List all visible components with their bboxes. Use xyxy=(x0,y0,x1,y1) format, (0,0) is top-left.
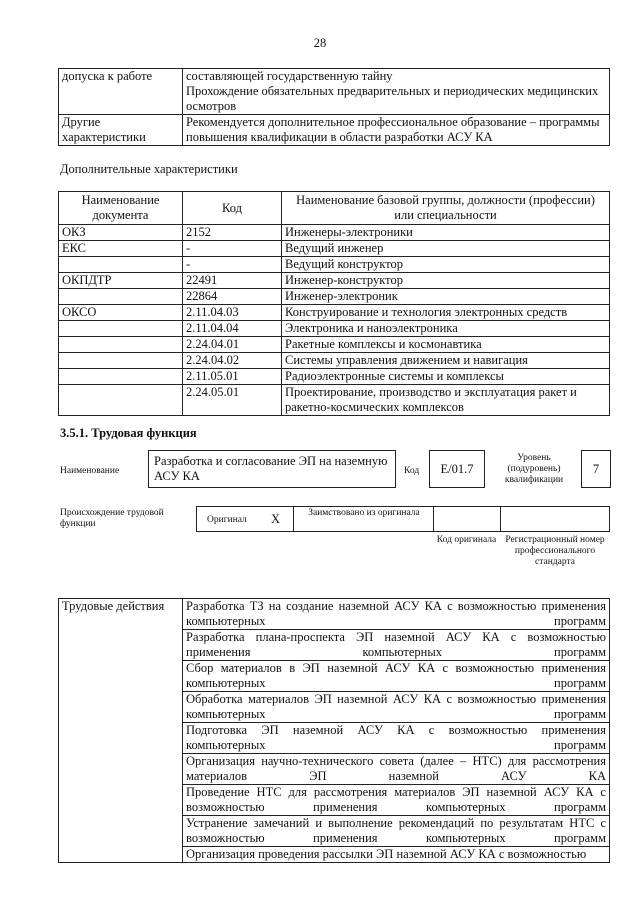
action-item: Организация проведения рассылки ЭП наземной АСУ КА с возможностью xyxy=(183,847,610,863)
cell-doc: ОКЗ xyxy=(59,225,183,241)
table-row xyxy=(59,69,610,115)
header-code: Код xyxy=(183,192,282,225)
cell-code: - xyxy=(183,241,282,257)
action-item: Устранение замечаний и выполнение рекомендаций по результатам НТС с возможностью применения компьютерных программ xyxy=(183,816,610,847)
action-item: Организация научно-технического совета (далее – НТС) для рассмотрения материалов ЭП наземной АСУ КА xyxy=(183,754,610,785)
header-document: Наименование документа xyxy=(59,192,183,225)
cell-name: Электроника и наноэлектроника xyxy=(282,321,610,337)
name-label: Наименование xyxy=(60,466,120,476)
code-caption: Код оригинала xyxy=(436,535,497,545)
cell-line: Прохождение обязательных предварительных и периодических медицинских осмотров xyxy=(186,84,599,113)
cell-name: Инженеры-электроники xyxy=(282,225,610,241)
action-item: Сбор материалов в ЭП наземной АСУ КА с возможностью применения компьютерных программ xyxy=(183,661,610,692)
code-box xyxy=(429,450,485,488)
additional-table xyxy=(58,191,610,416)
cell-name: Конструирование и технология электронных средств xyxy=(282,305,610,321)
additional-title: Дополнительные характеристики xyxy=(60,162,238,176)
cell-code: 2.24.04.02 xyxy=(183,353,282,369)
cell-doc: ОКСО xyxy=(59,305,183,321)
action-item: Разработка ТЗ на создание наземной АСУ КА с возможностью применения компьютерных программ xyxy=(183,599,610,630)
reg-caption: Регистрационный номер профессионального стандарта xyxy=(505,535,605,567)
divider xyxy=(433,506,434,532)
cell-code: 22491 xyxy=(183,273,282,289)
cell-name: Инженер-электроник xyxy=(282,289,610,305)
cell-name: Инженер-конструктор xyxy=(282,273,610,289)
cell-line: составляющей государственную тайну xyxy=(186,69,393,83)
table-row xyxy=(59,257,610,273)
cell-code: 2.11.04.03 xyxy=(183,305,282,321)
function-name: Разработка и согласование ЭП на наземную АСУ КА xyxy=(154,454,388,483)
cell-name: Системы управления движением и навигация xyxy=(282,353,610,369)
cell-name: Проектирование, производство и эксплуатация ракет и ракетно-космических комплексов xyxy=(282,385,610,416)
table-row xyxy=(59,115,610,146)
table-row xyxy=(59,225,610,241)
top-table xyxy=(58,68,610,146)
borrowed-label: Заимствовано из оригинала xyxy=(308,508,420,518)
table-row xyxy=(59,273,610,289)
cell-name: Ведущий инженер xyxy=(282,241,610,257)
divider xyxy=(500,506,501,532)
cell-doc xyxy=(59,289,183,305)
original-mark: Х xyxy=(271,512,281,526)
cell-doc xyxy=(59,321,183,337)
cell-name: Радиоэлектронные системы и комплексы xyxy=(282,369,610,385)
action-item: Обработка материалов ЭП наземной АСУ КА с возможностью применения компьютерных программ xyxy=(183,692,610,723)
table-header-row xyxy=(59,192,610,225)
cell-doc: ЕКС xyxy=(59,241,183,257)
cell-code: 2.11.05.01 xyxy=(183,369,282,385)
table-row xyxy=(59,241,610,257)
origin-label: Происхождение трудовой функции xyxy=(60,508,164,529)
cell-doc xyxy=(59,369,183,385)
cell-code: 2.24.05.01 xyxy=(183,385,282,416)
cell-code: 2.24.04.01 xyxy=(183,337,282,353)
cell-doc xyxy=(59,257,183,273)
cell-code: 2.11.04.04 xyxy=(183,321,282,337)
cell-doc xyxy=(59,353,183,369)
table-row xyxy=(59,599,610,630)
table-cell: Другие характеристики xyxy=(59,115,183,146)
cell-doc xyxy=(59,385,183,416)
table-row xyxy=(59,353,610,369)
table-cell: допуска к работе xyxy=(59,69,183,115)
cell-doc: ОКПДТР xyxy=(59,273,183,289)
table-row xyxy=(59,369,610,385)
cell-code: 22864 xyxy=(183,289,282,305)
cell-name: Ведущий конструктор xyxy=(282,257,610,273)
action-item: Подготовка ЭП наземной АСУ КА с возможностью применения компьютерных программ xyxy=(183,723,610,754)
table-row xyxy=(59,321,610,337)
table-row xyxy=(59,385,610,416)
level-box xyxy=(581,450,611,488)
code-label: Код xyxy=(404,466,420,476)
origin-box xyxy=(196,506,610,532)
page-number: 28 xyxy=(313,36,327,50)
divider xyxy=(293,506,294,532)
action-item: Разработка плана-проспекта ЭП наземной АСУ КА с возможностью применения компьютерных программ xyxy=(183,630,610,661)
original-label: Оригинал xyxy=(207,515,247,525)
level-value: 7 xyxy=(592,462,600,476)
table-cell xyxy=(183,69,610,115)
cell-code: 2152 xyxy=(183,225,282,241)
table-row xyxy=(59,305,610,321)
action-item: Проведение НТС для рассмотрения материалов ЭП наземной АСУ КА с возможностью применения компьютерных программ xyxy=(183,785,610,816)
cell-name: Ракетные комплексы и космонавтика xyxy=(282,337,610,353)
table-cell: Рекомендуется дополнительное профессиональное образование – программы повышения квалификации в области разработки АСУ КА xyxy=(183,115,610,146)
cell-code: - xyxy=(183,257,282,273)
table-row xyxy=(59,337,610,353)
actions-label: Трудовые действия xyxy=(59,599,183,863)
header-name: Наименование базовой группы, должности (профессии) или специальности xyxy=(282,192,610,225)
function-name-box xyxy=(148,450,396,488)
actions-table xyxy=(58,598,610,863)
code-value: E/01.7 xyxy=(440,462,474,476)
section-title: 3.5.1. Трудовая функция xyxy=(60,426,197,440)
level-label: Уровень (подуровень) квалификации xyxy=(504,453,564,485)
cell-doc xyxy=(59,337,183,353)
table-row xyxy=(59,289,610,305)
